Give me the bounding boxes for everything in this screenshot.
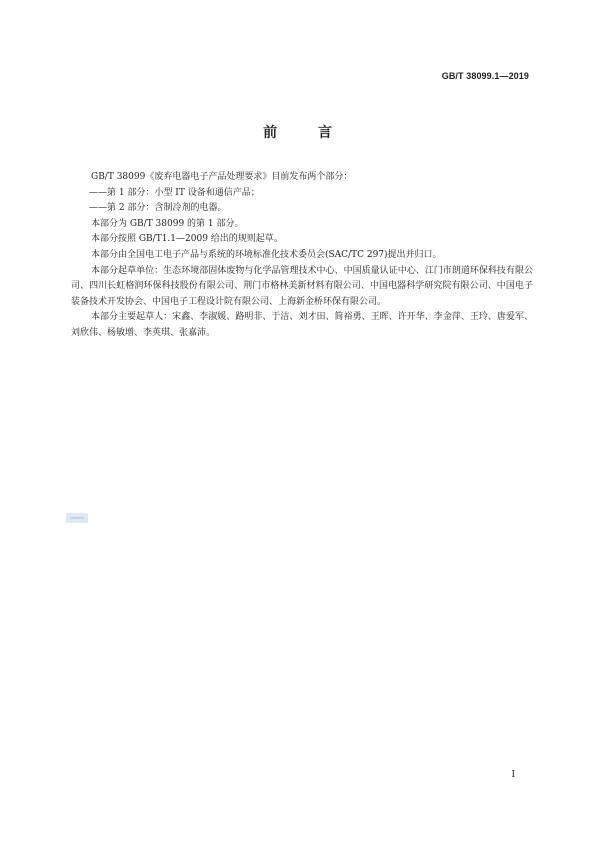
drafting-units-paragraph: 本部分起草单位：生态环境部固体废物与化学品管理技术中心、中国质量认证中心、江门市朗道环保科技有限公司、四川长虹格润环保科技股份有限公司、荆门市格林美新材料有限公司、中国电器科学研究院有限公司、中国电子装备技术开发协会、中国电子工程设计院有限公司、上海新金桥环保有限公司。: [71, 265, 533, 307]
part-list-item: ——第 2 部分：含制冷剂的电器。: [89, 203, 227, 214]
scan-artifact-mark: [66, 513, 88, 523]
page-number: I: [511, 770, 515, 780]
intro-paragraph: GB/T 38099《废弃电器电子产品处理要求》目前发布两个部分：: [91, 172, 353, 182]
drafters-paragraph: 本部分主要起草人：宋鑫、李淑媛、路明非、于洁、刘才田、简裕勇、王晖、许开华、李金萍、王玲、唐爱军、刘欣伟、杨敏增、李英琪、张嘉沛。: [71, 312, 533, 338]
standard-number: GB/T 38099.1—2019: [441, 71, 529, 81]
scope-paragraph: 本部分为 GB/T 38099 的第 1 部分。: [91, 218, 244, 229]
page-title: 前 言: [263, 125, 350, 141]
proposer-paragraph: 本部分由全国电工电子产品与系统的环境标准化技术委员会(SAC/TC 297)提出并归口。: [91, 249, 442, 260]
drafting-rules-paragraph: 本部分按照 GB/T1.1—2009 给出的规则起草。: [91, 234, 283, 245]
part-list-item: ——第 1 部分：小型 IT 设备和通信产品；: [89, 187, 260, 198]
foreword-body: [71, 170, 533, 342]
